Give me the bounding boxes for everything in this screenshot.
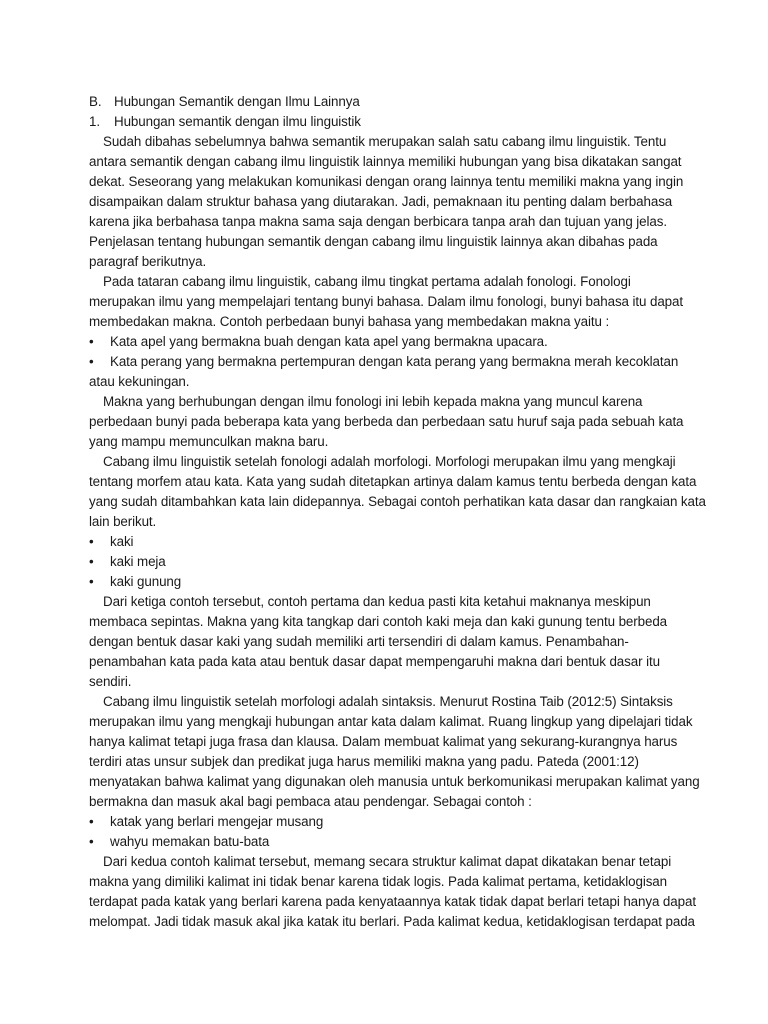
text-line: Dari kedua contoh kalimat tersebut, memang secara struktur kalimat dapat dikatakan benar tetapi [103, 854, 672, 869]
text-line: penambahan kata pada kata atau bentuk dasar dapat mempengaruhi makna dari bentuk dasar itu [89, 654, 660, 669]
text-line: makna yang dimiliki kalimat ini tidak benar karena tidak logis. Pada kalimat pertama, ketidaklogisan [89, 874, 667, 889]
bullet-marker: • [89, 814, 94, 829]
bullet-marker: • [89, 534, 94, 549]
text-line: bermakna dan masuk akal bagi pembaca atau pendengar. Sebagai contoh : [89, 794, 532, 809]
bullet-marker: • [89, 354, 94, 369]
section-heading [89, 92, 686, 112]
text-line: Cabang ilmu linguistik setelah morfologi adalah sintaksis. Menurut Rostina Taib (2012:5) Sintaksis [103, 694, 673, 709]
paragraph-sintaksis [89, 692, 700, 812]
text-line: Pada tataran cabang ilmu linguistik, cabang ilmu tingkat pertama adalah fonologi. Fonologi [103, 274, 631, 289]
list-item-text: kaki meja [110, 554, 166, 569]
subsection-title: Hubungan semantik dengan ilmu linguistik [114, 114, 361, 129]
paragraph-intro [89, 132, 686, 272]
list-item [89, 352, 686, 372]
bullet-marker: • [89, 334, 94, 349]
bullet-marker: • [89, 554, 94, 569]
list-item [89, 572, 686, 592]
text-line: Sudah dibahas sebelumnya bahwa semantik merupakan salah satu cabang ilmu linguistik. Tentu [103, 134, 667, 149]
text-line: sendiri. [89, 674, 132, 689]
paragraph-fonologi-makna [89, 392, 686, 452]
text-line: perbedaan bunyi pada beberapa kata yang berbeda dan perbedaan satu huruf saja pada sebuah kata [89, 414, 684, 429]
text-line: yang sudah ditambahkan kata lain didepannya. Sebagai contoh perhatikan kata dasar dan rangkaian kata [89, 494, 706, 509]
text-line: Dari ketiga contoh tersebut, contoh pertama dan kedua pasti kita ketahui maknanya meskipun [103, 594, 651, 609]
subsection-heading [89, 112, 686, 132]
text-line: dekat. Seseorang yang melakukan komunikasi dengan orang lainnya tentu memiliki makna yang ingin [89, 174, 684, 189]
list-item [89, 812, 686, 832]
text-line: terdiri atas unsur subjek dan predikat juga harus memiliki makna yang padu. Pateda (2001:12) [89, 754, 639, 769]
list-item-text: kaki [110, 534, 134, 549]
text-line: Penjelasan tentang hubungan semantik dengan cabang ilmu linguistik lainnya akan dibahas pada [89, 234, 658, 249]
text-line: disampaikan dalam struktur bahasa yang diutarakan. Jadi, pemaknaan itu penting dalam berbahasa [89, 194, 673, 209]
list-item [89, 532, 686, 552]
bullet-marker: • [89, 574, 94, 589]
list-item-text: wahyu memakan batu-bata [110, 834, 270, 849]
text-line: melompat. Jadi tidak masuk akal jika katak itu berlari. Pada kalimat kedua, ketidaklogisan terdapat pada [89, 914, 695, 929]
text-line: lain berikut. [89, 514, 157, 529]
text-line: Makna yang berhubungan dengan ilmu fonologi ini lebih kepada makna yang muncul karena [103, 394, 643, 409]
text-line: merupakan ilmu yang mengkaji hubungan antar kata dalam kalimat. Ruang lingkup yang dipelajari tidak [89, 714, 693, 729]
text-line: dengan bentuk dasar kaki yang sudah memiliki arti tersendiri di dalam kamus. Penambahan- [89, 634, 629, 649]
text-line: tentang morfem atau kata. Kata yang sudah ditetapkan artinya dalam kamus tentu berbeda dengan kata [89, 474, 697, 489]
list-item [89, 332, 686, 352]
text-line: membedakan makna. Contoh perbedaan bunyi bahasa yang membedakan makna yaitu : [89, 314, 610, 329]
text-line: merupakan ilmu yang mempelajari tentang bunyi bahasa. Dalam ilmu fonologi, bunyi bahasa itu dapat [89, 294, 683, 309]
list-item-text: Kata perang yang bermakna pertempuran dengan kata perang yang bermakna merah kecoklatan [110, 354, 679, 369]
list-item-text: Kata apel yang bermakna buah dengan kata apel yang bermakna upacara. [110, 334, 548, 349]
text-line: antara semantik dengan cabang ilmu linguistik lainnya memiliki hubungan yang bisa dikatakan sangat [89, 154, 682, 169]
bullet-marker: • [89, 834, 94, 849]
text-line: paragraf berikutnya. [89, 254, 207, 269]
list-item [89, 552, 686, 572]
list-item-text: kaki gunung [110, 574, 182, 589]
list-item-continuation: atau kekuningan. [89, 374, 190, 389]
section-number: B. [89, 94, 102, 109]
text-line: membaca sepintas. Makna yang kita tangkap dari contoh kaki meja dan kaki gunung tentu berbeda [89, 614, 668, 629]
list-item [89, 832, 686, 852]
subsection-number: 1. [89, 114, 100, 129]
list-item-text: katak yang berlari mengejar musang [110, 814, 324, 829]
paragraph-morfologi [89, 452, 706, 532]
text-line: hanya kalimat tetapi juga frasa dan klausa. Dalam membuat kalimat yang sekurang-kurangnya harus [89, 734, 678, 749]
paragraph-fonologi [89, 272, 686, 332]
section-title: Hubungan Semantik dengan Ilmu Lainnya [114, 94, 360, 109]
text-line: Cabang ilmu linguistik setelah fonologi adalah morfologi. Morfologi merupakan ilmu yang mengkaji [103, 454, 676, 469]
text-line: karena jika berbahasa tanpa makna sama saja dengan berbicara tanpa arah dan tujuan yang jelas. [89, 214, 667, 229]
text-line: yang mampu memunculkan makna baru. [89, 434, 329, 449]
text-line: menyatakan bahwa kalimat yang digunakan oleh manusia untuk berkomunikasi merupakan kalimat yang [89, 774, 700, 789]
paragraph-morfologi-contoh [89, 592, 686, 692]
paragraph-sintaksis-contoh [89, 852, 696, 932]
text-line: terdapat pada katak yang berlari karena pada kenyataannya katak tidak dapat berlari tetapi hanya dapat [89, 894, 696, 909]
